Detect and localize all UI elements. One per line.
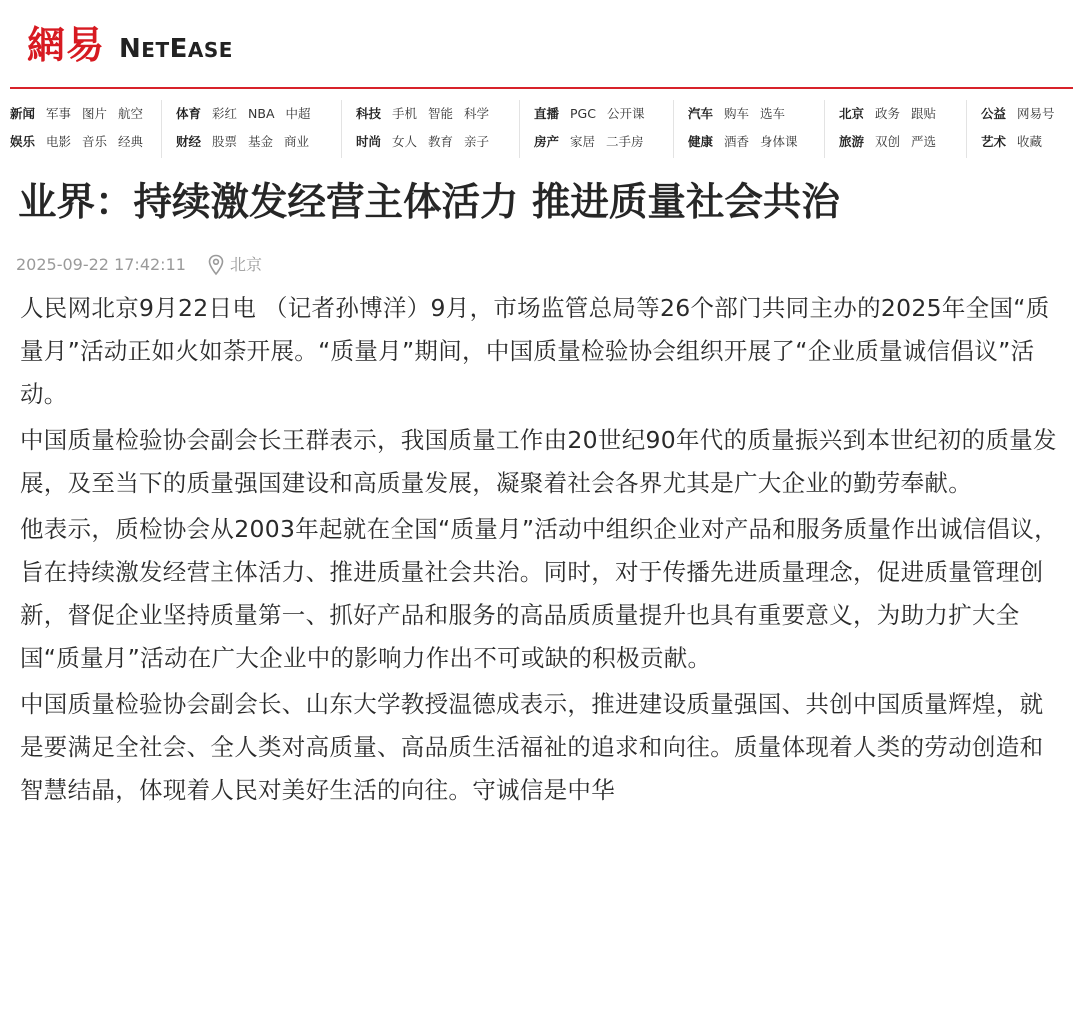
nav-group [824,100,947,158]
nav-link[interactable]: 基金 [248,134,274,149]
nav-link[interactable]: 娱乐 [10,134,36,149]
nav-link[interactable]: 汽车 [688,106,714,121]
nav-row [534,100,655,128]
nav-row [356,100,500,128]
nav-link[interactable]: 公益 [981,106,1007,121]
nav-link[interactable]: 购车 [724,106,750,121]
nav-link[interactable]: 电影 [46,134,72,149]
article-paragraph: 中国质量检验协会副会长王群表示，我国质量工作由20世纪90年代的质量振兴到本世纪初的质量发展，及至当下的质量强国建设和高质量发展，凝聚着社会各界尤其是广大企业的勤劳奉献。 [20,426,1057,497]
nav-link[interactable]: 教育 [428,134,454,149]
logo-chinese-text: 網易 [27,22,106,67]
nav-link[interactable]: 网易号 [1017,106,1055,121]
nav-link[interactable]: 财经 [176,134,202,149]
article-meta [16,252,262,278]
map-pin-icon [208,254,224,276]
nav-row [981,100,1066,128]
channel-nav [0,100,1080,158]
nav-link[interactable]: PGC [570,106,596,121]
nav-group [161,100,322,158]
nav-link[interactable]: 手机 [392,106,418,121]
nav-link[interactable]: 家居 [570,134,596,149]
nav-group [10,100,154,158]
nav-link[interactable]: 商业 [284,134,310,149]
nav-group [341,100,500,158]
article-title: 业界：持续激发经营主体活力 推进质量社会共治 [18,180,840,225]
nav-row [688,100,809,128]
header-divider [10,87,1073,89]
nav-link[interactable]: 图片 [82,106,108,121]
nav-link[interactable]: 新闻 [10,106,36,121]
nav-link[interactable]: 股票 [212,134,238,149]
nav-link[interactable]: 彩红 [212,106,238,121]
nav-link[interactable]: 体育 [176,106,202,121]
nav-row [688,128,809,156]
nav-group [966,100,1066,158]
nav-link[interactable]: 公开课 [606,106,645,121]
nav-link[interactable]: 直播 [534,106,560,121]
nav-link[interactable]: 健康 [688,134,714,149]
nav-row [534,128,655,156]
netease-logo[interactable] [27,22,233,68]
nav-link[interactable]: 房产 [534,134,560,149]
publish-time: 2025-09-22 17:42:11 [16,255,186,274]
site-header [0,0,1080,88]
nav-link[interactable]: 跟贴 [911,106,937,121]
nav-link[interactable]: 双创 [875,134,901,149]
nav-link[interactable]: 北京 [839,106,865,121]
nav-link[interactable]: 艺术 [981,134,1007,149]
nav-link[interactable]: NBA [248,106,275,121]
nav-link[interactable]: 中超 [285,106,311,121]
nav-group [673,100,809,158]
nav-link[interactable]: 身体课 [760,134,798,149]
nav-link[interactable]: 二手房 [606,134,644,149]
nav-link[interactable]: 军事 [46,106,72,121]
article-paragraph: 中国质量检验协会副会长、山东大学教授温德成表示，推进建设质量强国、共创中国质量辉煌，就是要满足全社会、全人类对高质量、高品质生活福祉的追求和向往。质量体现着人类的劳动创造和智慧结晶，体现着人民对美好生活的向往。守诚信是中华 [20,690,1044,804]
nav-link[interactable]: 音乐 [82,134,108,149]
nav-row [981,128,1066,156]
nav-link[interactable]: 旅游 [839,134,865,149]
nav-link[interactable]: 经典 [118,134,144,149]
nav-link[interactable]: 智能 [428,106,454,121]
article-paragraph: 人民网北京9月22日电 （记者孙博洋）9月，市场监管总局等26个部门共同主办的2025年全国“质量月”活动正如火如荼开展。“质量月”期间，中国质量检验协会组织开展了“企业质量诚信倡议”活动。 [20,294,1050,408]
nav-link[interactable]: 时尚 [356,134,382,149]
publish-location: 北京 [229,255,262,274]
nav-link[interactable]: 科学 [464,106,490,121]
nav-link[interactable]: 酒香 [724,134,750,149]
nav-row [839,128,947,156]
nav-row [356,128,500,156]
nav-link[interactable]: 科技 [356,106,382,121]
nav-row [10,100,154,128]
article-paragraph: 他表示，质检协会从2003年起就在全国“质量月”活动中组织企业对产品和服务质量作出诚信倡议，旨在持续激发经营主体活力、推进质量社会共治。同时，对于传播先进质量理念，促进质量管理创新，督促企业坚持质量第一、抓好产品和服务的高品质质量提升也具有重要意义，为助力扩大全国“质量月”活动在广大企业中的影响力作出不可或缺的积极贡献。 [20,515,1058,672]
nav-group [519,100,655,158]
nav-link[interactable]: 选车 [760,106,786,121]
nav-row [10,128,154,156]
nav-link[interactable]: 亲子 [464,134,490,149]
nav-link[interactable]: 女人 [392,134,418,149]
nav-row [176,100,322,128]
nav-row [176,128,322,156]
nav-row [839,100,947,128]
nav-link[interactable]: 航空 [118,106,144,121]
nav-link[interactable]: 严选 [911,134,937,149]
nav-link[interactable]: 收藏 [1017,134,1043,149]
logo-english-text: NETEASE [119,34,233,64]
article-body [20,287,1065,815]
nav-link[interactable]: 政务 [875,106,901,121]
